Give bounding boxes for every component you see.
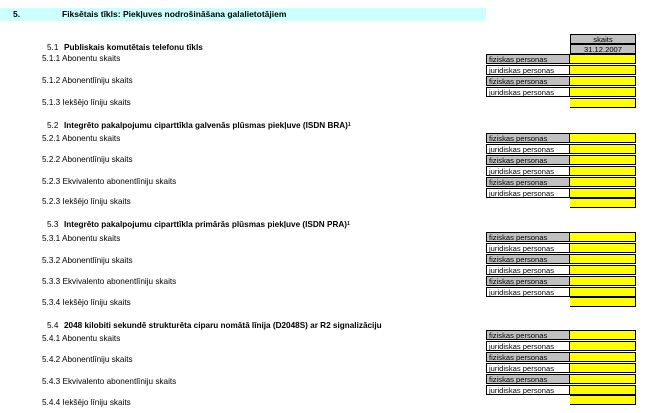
row-label: 5.3.1 Abonentu skaits bbox=[42, 234, 121, 243]
label-physical-persons: fiziskas personas bbox=[486, 352, 570, 362]
column-header-skaits: skaits bbox=[570, 34, 636, 44]
label-physical-persons: fiziskas personas bbox=[486, 276, 570, 286]
section-title: Fiksētais tīkls: Piekļuves nodrošināšana galalietotājiem bbox=[62, 9, 287, 19]
section-heading-number: 5.4 bbox=[47, 321, 59, 330]
row-label: 5.1.3 Iekšējo līniju skaits bbox=[42, 98, 131, 107]
input-cell[interactable] bbox=[570, 98, 636, 108]
input-cell[interactable] bbox=[570, 177, 636, 187]
label-legal-persons: juridiskas personas bbox=[486, 87, 570, 97]
row-label: 5.2.1 Abonentu skaits bbox=[42, 134, 121, 143]
row-label: 5.1.1 Abonentu skaits bbox=[42, 54, 121, 63]
label-physical-persons: fiziskas personas bbox=[486, 177, 570, 187]
label-legal-persons: juridiskas personas bbox=[486, 166, 570, 176]
row-label: 5.3.4 Iekšējo līniju skaits bbox=[42, 298, 131, 307]
input-cell[interactable] bbox=[570, 87, 636, 97]
row-label: 5.1.2 Abonentlīniju skaits bbox=[42, 76, 133, 85]
label-physical-persons: fiziskas personas bbox=[486, 54, 570, 64]
label-legal-persons: juridiskas personas bbox=[486, 65, 570, 75]
input-cell[interactable] bbox=[570, 188, 636, 198]
label-legal-persons: juridiskas personas bbox=[486, 188, 570, 198]
row-label: 5.3.2 Abonentlīniju skaits bbox=[42, 256, 133, 265]
input-cell[interactable] bbox=[570, 54, 636, 64]
input-cell[interactable] bbox=[570, 374, 636, 384]
input-cell[interactable] bbox=[570, 363, 636, 373]
input-cell[interactable] bbox=[570, 155, 636, 165]
row-label: 5.3.3 Ekvivalento abonentlīniju skaits bbox=[42, 277, 177, 286]
input-cell[interactable] bbox=[570, 395, 636, 405]
label-legal-persons: juridiskas personas bbox=[486, 341, 570, 351]
label-physical-persons: fiziskas personas bbox=[486, 254, 570, 264]
section-heading: 2048 kilobiti sekundē strukturēta ciparu nomātā līnija (D2048S) ar R2 signalizāciju bbox=[64, 321, 382, 330]
column-header-date: 31.12.2007 bbox=[570, 44, 636, 54]
section-heading-number: 5.2 bbox=[47, 121, 59, 130]
row-label: 5.4.2 Abonentlīniju skaits bbox=[42, 355, 133, 364]
input-cell[interactable] bbox=[570, 287, 636, 297]
label-physical-persons: fiziskas personas bbox=[486, 374, 570, 384]
input-cell[interactable] bbox=[570, 254, 636, 264]
label-legal-persons: juridiskas personas bbox=[486, 385, 570, 395]
row-label: 5.2.3 Iekšējo līniju skaits bbox=[42, 197, 131, 206]
label-physical-persons: fiziskas personas bbox=[486, 133, 570, 143]
input-cell[interactable] bbox=[570, 385, 636, 395]
row-label: 5.4.4 Iekšējo līniju skaits bbox=[42, 398, 131, 407]
label-physical-persons: fiziskas personas bbox=[486, 155, 570, 165]
input-cell[interactable] bbox=[570, 232, 636, 242]
input-cell[interactable] bbox=[570, 76, 636, 86]
footnote-marker: 1 bbox=[347, 122, 351, 128]
label-legal-persons: juridiskas personas bbox=[486, 144, 570, 154]
input-cell[interactable] bbox=[570, 330, 636, 340]
footnote-marker: 1 bbox=[347, 221, 350, 227]
section-heading: Integrēto pakalpojumu ciparttīkla galvenās plūsmas piekļuve (ISDN BRA)$^1$ bbox=[64, 121, 351, 130]
input-cell[interactable] bbox=[570, 166, 636, 176]
input-cell[interactable] bbox=[570, 265, 636, 275]
input-cell[interactable] bbox=[570, 65, 636, 75]
label-physical-persons: fiziskas personas bbox=[486, 330, 570, 340]
row-label: 5.2.3 Ekvivalento abonentlīniju skaits bbox=[42, 177, 177, 186]
section-heading-number: 5.3 bbox=[47, 220, 59, 229]
input-cell[interactable] bbox=[570, 276, 636, 286]
section-heading: Integrēto pakalpojumu ciparttīkla primārās plūsmas piekļuve (ISDN PRA)$^1$ bbox=[64, 220, 350, 229]
section-number: 5. bbox=[13, 9, 21, 19]
label-legal-persons: juridiskas personas bbox=[486, 243, 570, 253]
label-legal-persons: juridiskas personas bbox=[486, 363, 570, 373]
input-cell[interactable] bbox=[570, 144, 636, 154]
input-cell[interactable] bbox=[570, 352, 636, 362]
input-cell[interactable] bbox=[570, 341, 636, 351]
input-cell[interactable] bbox=[570, 297, 636, 307]
section-heading: Publiskais komutētais telefonu tīkls bbox=[64, 43, 203, 52]
label-legal-persons: juridiskas personas bbox=[486, 287, 570, 297]
row-label: 5.4.3 Ekvivalento abonentlīniju skaits bbox=[42, 377, 177, 386]
row-label: 5.2.2 Abonentlīniju skaits bbox=[42, 155, 133, 164]
input-cell[interactable] bbox=[570, 133, 636, 143]
row-label: 5.4.1 Abonentu skaits bbox=[42, 334, 121, 343]
input-cell[interactable] bbox=[570, 243, 636, 253]
section-heading-number: 5.1 bbox=[47, 43, 59, 52]
label-legal-persons: juridiskas personas bbox=[486, 265, 570, 275]
label-physical-persons: fiziskas personas bbox=[486, 232, 570, 242]
input-cell[interactable] bbox=[570, 198, 636, 208]
label-physical-persons: fiziskas personas bbox=[486, 76, 570, 86]
